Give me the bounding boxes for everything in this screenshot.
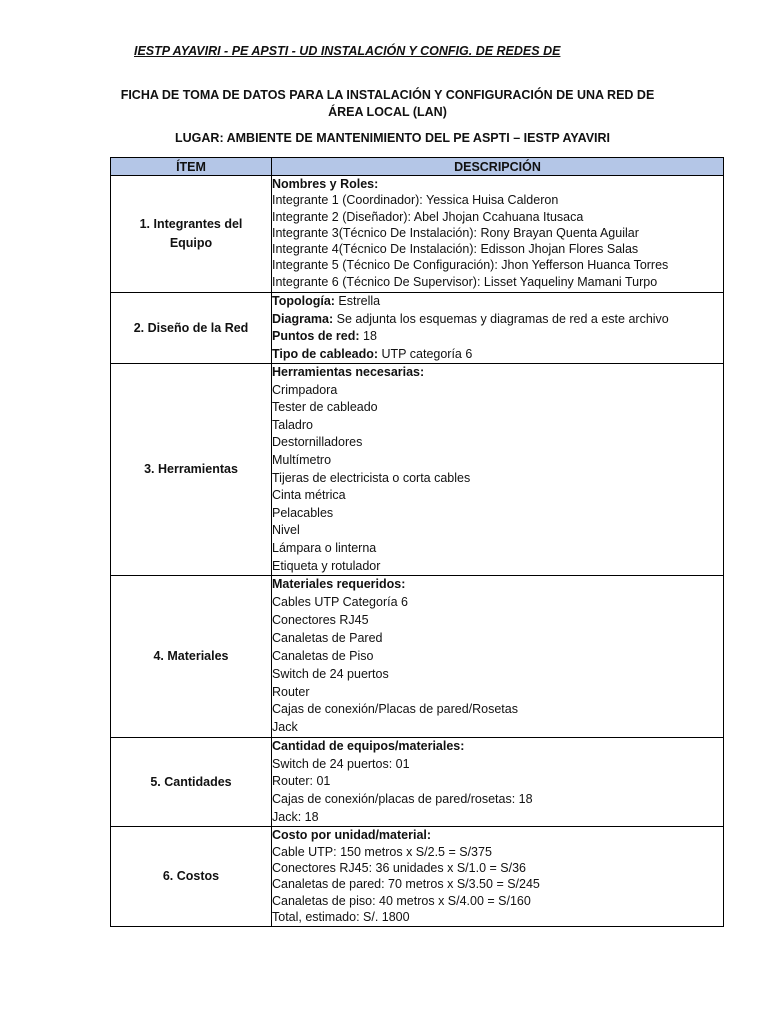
list-item: Total, estimado: S/. 1800 <box>272 910 410 925</box>
list-item: Conectores RJ45 <box>272 612 369 627</box>
field-value: Se adjunta los esquemas y diagramas de red a este archivo <box>333 311 669 326</box>
table-row-costos <box>111 827 724 926</box>
table-row-cantidades <box>111 738 724 827</box>
field-line <box>272 346 723 364</box>
list-item: Router <box>272 684 310 699</box>
location-line: LUGAR: AMBIENTE DE MANTENIMIENTO DEL PE ASPTI – IESTP AYAVIRI <box>175 131 611 145</box>
list-item: Cables UTP Categoría 6 <box>272 595 408 610</box>
list-item: Switch de 24 puertos: 01 <box>272 756 410 771</box>
list-item: Canaletas de pared: 70 metros x S/3.50 = S/245 <box>272 877 540 892</box>
list-item: Taladro <box>272 417 313 432</box>
item-cell-materiales: 4. Materiales <box>111 576 272 738</box>
section-heading: Cantidad de equipos/materiales: <box>272 739 465 754</box>
section-heading: Nombres y Roles: <box>272 177 379 191</box>
list-item: Integrante 2 (Diseñador): Abel Jhojan Ccahuana Itusaca <box>272 209 584 224</box>
list-item: Switch de 24 puertos <box>272 666 389 681</box>
description-cell-diseno <box>272 293 724 364</box>
field-line <box>272 328 723 346</box>
field-label: Puntos de red: <box>272 329 360 343</box>
item-cell-diseno: 2. Diseño de la Red <box>111 293 272 364</box>
table-header-row <box>111 158 724 176</box>
list-item: Pelacables <box>272 505 334 520</box>
table-row-herramientas <box>111 364 724 576</box>
list-item: Integrante 3(Técnico De Instalación): Rony Brayan Quenta Aguilar <box>272 225 639 240</box>
institution-header: IESTP AYAVIRI - PE APSTI - UD INSTALACIÓN Y CONFIG. DE REDES DE <box>134 44 561 58</box>
list-item: Canaletas de Piso <box>272 648 374 663</box>
list-item: Cajas de conexión/Placas de pared/Rosetas <box>272 702 518 717</box>
description-cell-integrantes <box>272 176 724 293</box>
document-title-line-1: FICHA DE TOMA DE DATOS PARA LA INSTALACIÓN Y CONFIGURACIÓN DE UNA RED DE <box>120 88 655 102</box>
table-row-diseno <box>111 293 724 364</box>
section-heading: Herramientas necesarias: <box>272 365 425 379</box>
field-label: Diagrama: <box>272 311 334 326</box>
description-column-header: DESCRIPCIÓN <box>272 158 724 176</box>
item-cell-cantidades: 5. Cantidades <box>111 738 272 827</box>
description-cell-cantidades <box>272 738 724 827</box>
list-item: Etiqueta y rotulador <box>272 558 381 573</box>
section-heading: Costo por unidad/material: <box>272 828 432 843</box>
list-item: Tijeras de electricista o corta cables <box>272 470 471 485</box>
table-row-integrantes <box>111 176 724 293</box>
description-cell-herramientas <box>272 364 724 576</box>
field-label: Topología: <box>272 294 335 308</box>
field-value: 18 <box>359 329 377 343</box>
item-label-line: 1. Integrantes del <box>139 217 243 231</box>
field-value: Estrella <box>334 294 381 308</box>
item-cell-costos: 6. Costos <box>111 827 272 926</box>
field-line <box>272 311 723 329</box>
description-cell-costos <box>272 827 724 926</box>
document-title-line-2: ÁREA LOCAL (LAN) <box>328 105 447 119</box>
list-item: Cajas de conexión/placas de pared/rosetas: 18 <box>272 792 533 807</box>
item-cell-integrantes <box>111 176 272 293</box>
list-item: Integrante 5 (Técnico De Configuración): Jhon Yefferson Huanca Torres <box>272 258 669 273</box>
document-title <box>110 87 665 121</box>
list-item: Cinta métrica <box>272 488 346 503</box>
list-item: Router: 01 <box>272 774 331 789</box>
list-item: Integrante 4(Técnico De Instalación): Edisson Jhojan Flores Salas <box>272 242 639 257</box>
description-cell-materiales <box>272 576 724 738</box>
list-item: Lámpara o linterna <box>272 540 377 555</box>
section-heading: Materiales requeridos: <box>272 577 406 592</box>
list-item: Destornilladores <box>272 435 363 450</box>
list-item: Nivel <box>272 523 300 538</box>
item-label-line: Equipo <box>169 236 213 250</box>
list-item: Canaletas de piso: 40 metros x S/4.00 = S/160 <box>272 893 531 908</box>
list-item: Integrante 1 (Coordinador): Yessica Huisa Calderon <box>272 193 559 208</box>
list-item: Cable UTP: 150 metros x S/2.5 = S/375 <box>272 844 492 859</box>
list-item: Conectores RJ45: 36 unidades x S/1.0 = S/36 <box>272 861 526 876</box>
list-item: Canaletas de Pared <box>272 630 383 645</box>
field-label: Tipo de cableado: <box>272 346 379 361</box>
table-row-materiales <box>111 576 724 738</box>
list-item: Integrante 6 (Técnico De Supervisor): Lisset Yaqueliny Mamani Turpo <box>272 274 658 289</box>
list-item: Tester de cableado <box>272 400 378 415</box>
list-item: Multímetro <box>272 452 332 467</box>
list-item: Crimpadora <box>272 382 338 397</box>
item-cell-herramientas: 3. Herramientas <box>111 364 272 576</box>
item-column-header: ÍTEM <box>111 158 272 176</box>
field-line <box>272 293 723 311</box>
list-item: Jack: 18 <box>272 809 319 824</box>
list-item: Jack <box>272 720 298 735</box>
data-sheet-table <box>110 157 724 927</box>
field-value: UTP categoría 6 <box>378 346 473 361</box>
